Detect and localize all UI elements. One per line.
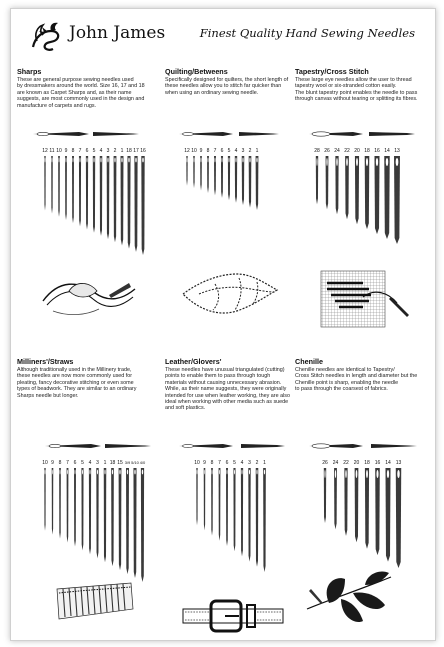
page-header xyxy=(11,9,435,59)
needle-eye-closeup xyxy=(307,439,365,453)
needle xyxy=(59,468,61,539)
needle-size-label: 4 xyxy=(240,460,244,466)
needle xyxy=(58,156,60,217)
quilted-leaf-illustration xyxy=(179,264,283,324)
needle-size-label: 24 xyxy=(334,148,340,154)
needle-size-label: 3/9 xyxy=(124,460,131,465)
needle xyxy=(365,468,369,549)
section-leather-glovers xyxy=(165,357,293,412)
needle-size-label: 16 xyxy=(374,148,380,154)
needle-eye xyxy=(241,470,242,475)
leather-belt-buckle-illustration xyxy=(181,595,285,635)
needle-point-closeup xyxy=(371,442,417,450)
needle-size-label: 4 xyxy=(234,148,238,154)
needle-eye xyxy=(335,470,336,478)
needle-eye xyxy=(366,158,368,166)
needle-size-label: 7 xyxy=(78,148,82,154)
needle-eye xyxy=(356,158,358,166)
needle xyxy=(74,468,76,546)
needle-eye xyxy=(104,470,105,475)
dragon-logo-icon xyxy=(29,19,63,53)
needle-size-chart xyxy=(319,457,419,573)
needle xyxy=(228,156,230,200)
needle-eye xyxy=(67,470,68,475)
needle-size-label: 6 xyxy=(73,460,77,466)
needle-point-closeup xyxy=(241,442,285,450)
needle-eye xyxy=(386,158,388,166)
needle-eye xyxy=(45,470,46,475)
catalog-page xyxy=(10,8,436,641)
needle-eye xyxy=(66,158,67,163)
needle-eye xyxy=(142,470,143,475)
needle xyxy=(365,156,370,229)
needle xyxy=(96,468,98,558)
needle-eye xyxy=(59,158,60,163)
needle-size-chart xyxy=(37,145,157,260)
needle-size-label: 8 xyxy=(206,148,210,154)
needle-size-label: 8 xyxy=(58,460,62,466)
needle xyxy=(233,468,235,551)
needle-eye xyxy=(114,158,115,163)
needle-eye xyxy=(142,158,144,163)
section-description: These needles have unusual triangulated (cutting) points to enable them to pass through tough materials without causing unnecessary abrasion. While, as their name suggests, they were originally intended for use when leather working, they are also ideal when working with other media such as suede and soft plastics. xyxy=(165,367,290,412)
needle-eye xyxy=(396,158,399,166)
brand-name: John James xyxy=(69,23,166,43)
needle xyxy=(44,156,45,210)
needle-eye xyxy=(242,158,243,163)
needle-size-label: 7 xyxy=(66,460,69,466)
needle-point-closeup xyxy=(93,130,139,138)
section-description: Specifically designed for quilters, the short length of these needles allow you to stitch far quicker than when using an ordinary sewing needle. xyxy=(165,77,289,96)
needle-eye-closeup xyxy=(177,127,235,141)
needle-eye xyxy=(75,470,76,475)
section-sharps xyxy=(17,67,145,109)
needle-eye-closeup xyxy=(43,439,103,453)
needle xyxy=(344,468,347,536)
needle-eye xyxy=(326,158,327,166)
needle xyxy=(241,468,243,556)
needle-size-label: 15 xyxy=(117,460,123,466)
needle-eye xyxy=(201,158,202,163)
needle-size-label: 1 xyxy=(255,148,259,154)
needle-size-label: 2 xyxy=(113,148,117,154)
needle-eye xyxy=(93,158,94,163)
needle-eye xyxy=(73,158,74,163)
needle-size-label: 16 xyxy=(374,460,381,466)
needle xyxy=(93,156,95,233)
needle-size-label: 22 xyxy=(343,460,349,466)
needle xyxy=(52,468,54,535)
needle xyxy=(79,156,81,226)
needle-size-label: 2 xyxy=(248,148,252,154)
needle-size-label: 5 xyxy=(227,148,231,154)
needle-eye xyxy=(316,158,317,166)
needle-eye xyxy=(346,158,348,166)
needle-size-label: 1 xyxy=(263,460,266,466)
needle-eye xyxy=(128,158,129,163)
needle xyxy=(126,468,129,574)
needle-size-label: 7 xyxy=(218,460,221,466)
needle-size-label: 14 xyxy=(385,460,391,466)
section-title: Milliners'/Straws xyxy=(17,357,74,366)
needle xyxy=(226,468,228,546)
needle xyxy=(355,156,359,224)
needle xyxy=(248,468,250,562)
section-title: Tapestry/Cross Stitch xyxy=(295,67,369,76)
needle-eye xyxy=(45,158,46,163)
needle-size-label: 10 xyxy=(42,460,48,466)
needle-eye xyxy=(89,470,90,475)
needle-eye xyxy=(356,470,358,478)
needle xyxy=(121,156,124,245)
needle-eye xyxy=(264,470,265,475)
needle-eye xyxy=(397,470,399,478)
needle xyxy=(127,156,130,249)
needle xyxy=(89,468,91,554)
needle-size-label: 18 xyxy=(126,148,132,154)
needle xyxy=(67,468,69,543)
needle xyxy=(107,156,110,239)
needle-size-label: 5 xyxy=(233,460,236,466)
needle-eye xyxy=(345,470,346,478)
needle xyxy=(141,468,144,582)
needle-size-label: 4 xyxy=(88,460,92,466)
needle-eye xyxy=(222,158,223,163)
needle xyxy=(355,468,359,542)
needle-eye xyxy=(194,158,195,163)
needle-size-label: 3 xyxy=(248,460,251,466)
needle-eye xyxy=(376,470,378,478)
needle-size-label: 14 xyxy=(384,148,390,154)
needle-eye xyxy=(256,470,257,475)
needle-size-label: 17 xyxy=(133,148,139,154)
needle-size-label: 6 xyxy=(220,148,224,154)
needle xyxy=(242,156,245,205)
needle-size-label: 22 xyxy=(344,148,350,154)
needle-size-label: 1 xyxy=(103,460,107,466)
needle-eye xyxy=(86,158,87,163)
needle-size-label: 10 xyxy=(56,148,62,154)
needle-size-label: 3 xyxy=(241,148,245,154)
needle-eye xyxy=(197,470,198,475)
section-quilting-betweens xyxy=(165,67,293,96)
needle-eye xyxy=(52,158,53,163)
needle-eye xyxy=(60,470,61,475)
section-title: Leather/Glovers' xyxy=(165,357,222,366)
needle-eye xyxy=(80,158,81,163)
needle-size-label: 3 xyxy=(96,460,99,466)
needle-size-label: 8 xyxy=(210,460,214,466)
needle xyxy=(374,156,379,234)
needle xyxy=(196,468,197,525)
needle-size-label: 5 xyxy=(92,148,96,154)
needle-size-label: 5 xyxy=(81,460,84,466)
needle-size-label: 4 xyxy=(99,148,103,154)
needle xyxy=(385,468,390,562)
needle-eye xyxy=(234,470,235,475)
needle-eye xyxy=(204,470,205,475)
needle-eye xyxy=(134,470,135,475)
needle-eye xyxy=(256,158,257,163)
needle xyxy=(235,156,237,203)
needle-size-label: 26 xyxy=(324,148,330,154)
needle-eye xyxy=(100,158,101,163)
needle-eye xyxy=(249,158,250,163)
needle xyxy=(211,468,213,536)
needle-size-chart xyxy=(311,145,421,249)
needle-eye xyxy=(235,158,236,163)
needle xyxy=(44,468,45,531)
needle-size-label: 12 xyxy=(42,148,48,154)
needle-size-label: 2 xyxy=(255,460,259,466)
embroidered-ribbon-illustration xyxy=(39,271,139,325)
section-title: Chenille xyxy=(295,357,323,366)
needle xyxy=(204,468,206,530)
needle-eye xyxy=(324,470,325,478)
needle-size-label: 9 xyxy=(199,148,203,154)
section-description: These are general purpose sewing needles used by dressmakers around the world. Size 16, 17 and 18 are known as Carpet Sharps and, as their name suggests, are most commonly used in the design and manufacture of carpets and rugs. xyxy=(17,77,145,109)
needle xyxy=(111,468,114,566)
needle xyxy=(249,156,252,208)
needle-size-label: 20 xyxy=(354,148,360,154)
tagline: Finest Quality Hand Sewing Needles xyxy=(199,26,415,40)
needle xyxy=(384,156,389,239)
pleated-fabric-illustration xyxy=(55,579,135,625)
section-title: Sharps xyxy=(17,67,42,76)
needle-eye xyxy=(219,470,220,475)
needle-eye xyxy=(121,158,122,163)
needle-eye xyxy=(227,470,228,475)
needle-eye xyxy=(135,158,136,163)
needle-size-label: 13 xyxy=(394,148,400,154)
section-milliners-straws xyxy=(17,357,145,399)
section-description: Chenille needles are identical to Tapestry/ Cross Stitch needles in length and diameter but the Chenille point is sharp, enabling the needle to pass through the coarsest of fabrics. xyxy=(295,367,418,393)
needle xyxy=(256,468,259,567)
needle-size-label: 18 xyxy=(364,148,370,154)
needle-eye xyxy=(107,158,108,163)
needle xyxy=(375,468,380,555)
section-description: Although traditionally used in the Millinery trade, these needles are now more commonly used for pleating, fancy decorative stitching or even some types of beadwork. They are similar to an ordinary Sharps needle but longer. xyxy=(17,367,137,399)
needle-size-chart xyxy=(191,457,281,577)
needle-eye xyxy=(208,158,209,163)
needle-size-label: 3 xyxy=(106,148,110,154)
needle-size-label: 24 xyxy=(332,460,339,466)
section-title: Quilting/Betweens xyxy=(165,67,228,76)
needle-point-closeup xyxy=(239,130,279,138)
needle-eye xyxy=(336,158,337,166)
needle xyxy=(396,468,401,568)
needle-size-label: 11 xyxy=(49,148,55,154)
needle-eye-closeup xyxy=(177,439,235,453)
needle-size-label: 6 xyxy=(225,460,229,466)
needle-size-label: 7 xyxy=(213,148,217,154)
needle-point-closeup xyxy=(105,442,151,450)
needle-size-label: 10 xyxy=(194,460,200,466)
needle-size-label: 5/10 xyxy=(131,460,139,465)
needle-size-label: 13 xyxy=(395,460,402,466)
needle-size-label: 9 xyxy=(64,148,68,154)
needle-eye xyxy=(97,470,98,475)
needle-eye xyxy=(212,470,213,475)
needle-size-label: 12 xyxy=(184,148,190,154)
needle xyxy=(104,468,107,562)
needle xyxy=(256,156,259,210)
section-tapestry-cross-stitch xyxy=(295,67,423,103)
needle-size-label: 20 xyxy=(353,460,360,466)
needle-eye xyxy=(187,158,188,163)
needle xyxy=(134,156,137,252)
needle-eye xyxy=(112,470,113,475)
needle-size-label: 6 xyxy=(85,148,89,154)
needle-size-label: 8 xyxy=(71,148,75,154)
needle-eye xyxy=(228,158,229,163)
needle-size-label: 10 xyxy=(191,148,197,154)
needle-eye xyxy=(127,470,128,475)
needle-size-label: 1 xyxy=(120,148,124,154)
embroidered-leaves-illustration xyxy=(301,569,401,631)
needle-point-closeup xyxy=(369,130,415,138)
needle xyxy=(263,468,266,572)
needle-size-label: 28 xyxy=(314,148,320,154)
needle-eye xyxy=(376,158,378,166)
section-chenille xyxy=(295,357,423,393)
needle-size-label: 26 xyxy=(322,460,328,466)
needle-eye xyxy=(387,470,389,478)
needle-size-label: 9 xyxy=(203,460,206,466)
needle-eye xyxy=(52,470,53,475)
needle xyxy=(119,468,122,570)
needle-eye xyxy=(366,470,368,478)
needle xyxy=(81,468,83,550)
needle-eye xyxy=(215,158,216,163)
needle xyxy=(65,156,67,220)
needle-size-label: 4/0 xyxy=(139,460,146,465)
needle-eye xyxy=(249,470,250,475)
needle-size-label: 9 xyxy=(51,460,54,466)
needle xyxy=(114,156,117,242)
section-description: These large eye needles allow the user to thread tapestry wool or six-stranded cotton easily. The blunt tapestry point enables the needle to pass through canvas without tearing or splitting its fibres. xyxy=(295,77,418,103)
needle-eye-closeup xyxy=(307,127,365,141)
needle xyxy=(141,156,144,255)
needle-size-label: 18 xyxy=(364,460,370,466)
needle xyxy=(133,468,136,578)
needle-size-label: 18 xyxy=(109,460,116,466)
needle-size-chart xyxy=(181,145,271,215)
needle-eye xyxy=(119,470,120,475)
needle xyxy=(394,156,400,244)
cross-stitch-canvas-illustration xyxy=(313,267,411,331)
needle-eye xyxy=(82,470,83,475)
needle xyxy=(51,156,53,214)
needle-eye-closeup xyxy=(31,127,91,141)
needle-size-label: 16 xyxy=(140,148,146,154)
needle xyxy=(86,156,88,230)
needle xyxy=(219,468,221,541)
needle-size-chart xyxy=(37,457,163,587)
needle xyxy=(72,156,74,223)
needle xyxy=(100,156,103,236)
